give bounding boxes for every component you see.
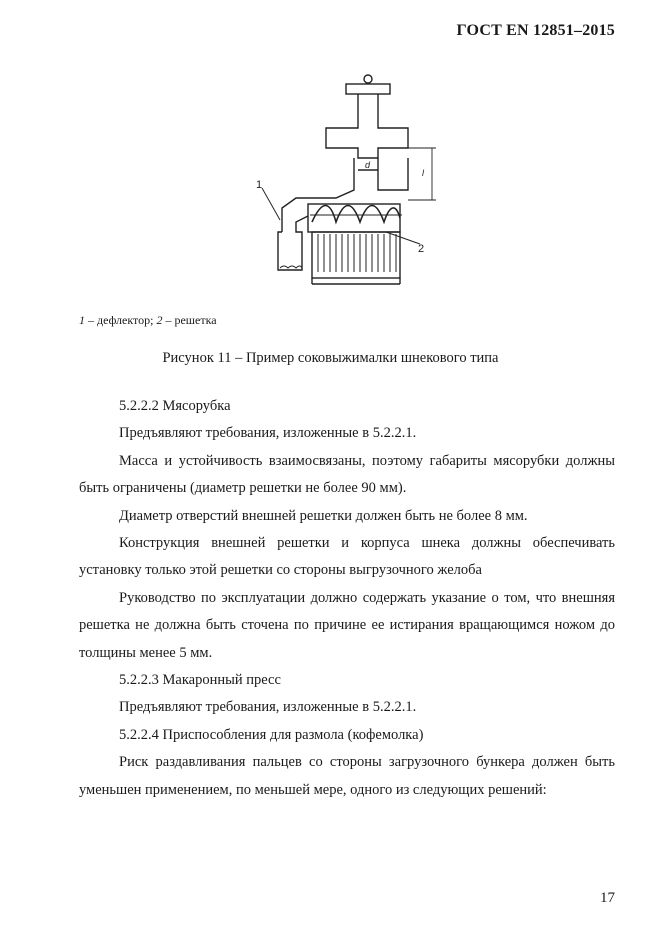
paragraph: 5.2.2.2 Мясорубка — [119, 398, 231, 414]
callout-2: 2 — [418, 243, 425, 255]
page-number: 17 — [600, 890, 615, 906]
paragraph: Масса и устойчивость взаимосвязаны, поэтому габариты мясорубки должны быть ограничены (диаметр решетки не более 90 мм). — [79, 452, 615, 497]
pusher-body — [326, 94, 408, 158]
auger-screw — [312, 206, 400, 223]
paragraph: Риск раздавливания пальцев со стороны загрузочного бункера должен быть уменьшен применением, по меньшей мере, одного из следующих решений: — [79, 754, 615, 798]
paragraph: 5.2.2.3 Макаронный пресс — [119, 672, 281, 689]
paragraph: Диаметр отверстий внешней решетки должен быть не более 8 мм. — [119, 507, 528, 524]
callout-2-leader — [386, 232, 420, 244]
paragraph: Конструкция внешней решетки и корпуса шнека должны обеспечивать установку только этой решетки со стороны выгрузочного желоба — [79, 535, 615, 579]
hopper — [282, 158, 354, 232]
juicer-figure — [250, 72, 450, 296]
dim-d-label: d — [365, 160, 371, 170]
body-text — [79, 393, 615, 804]
callout-1: 1 — [256, 179, 263, 191]
figure-title: Рисунок 11 – Пример соковыжималки шнекового типа — [162, 350, 499, 366]
paragraph: 5.2.2.4 Приспособления для размола (кофемолка) — [119, 726, 424, 743]
paragraph: Предъявляют требования, изложенные в 5.2.2.1. — [119, 425, 417, 442]
legend-text-1: – дефлектор; — [85, 313, 157, 327]
paragraph: Предъявляют требования, изложенные в 5.2.2.1. — [119, 699, 417, 716]
top-ring — [364, 75, 372, 83]
callout-1-leader — [262, 188, 280, 220]
legend-num-1: 1 — [79, 313, 85, 327]
pusher-cap — [346, 84, 390, 94]
paragraph: Руководство по эксплуатации должно содержать указание о том, что внешняя решетка не должна быть сточена по причине ее истирания вращающимся ножом до толщины менее 5 мм. — [79, 589, 615, 661]
dim-l-label: l — [422, 168, 424, 178]
figure-legend — [79, 313, 217, 328]
grating — [312, 232, 400, 278]
legend-text-2: – решетка — [162, 313, 217, 327]
legend-num-2: 2 — [156, 313, 163, 327]
document-header: ГОСТ EN 12851–2015 — [456, 22, 615, 39]
